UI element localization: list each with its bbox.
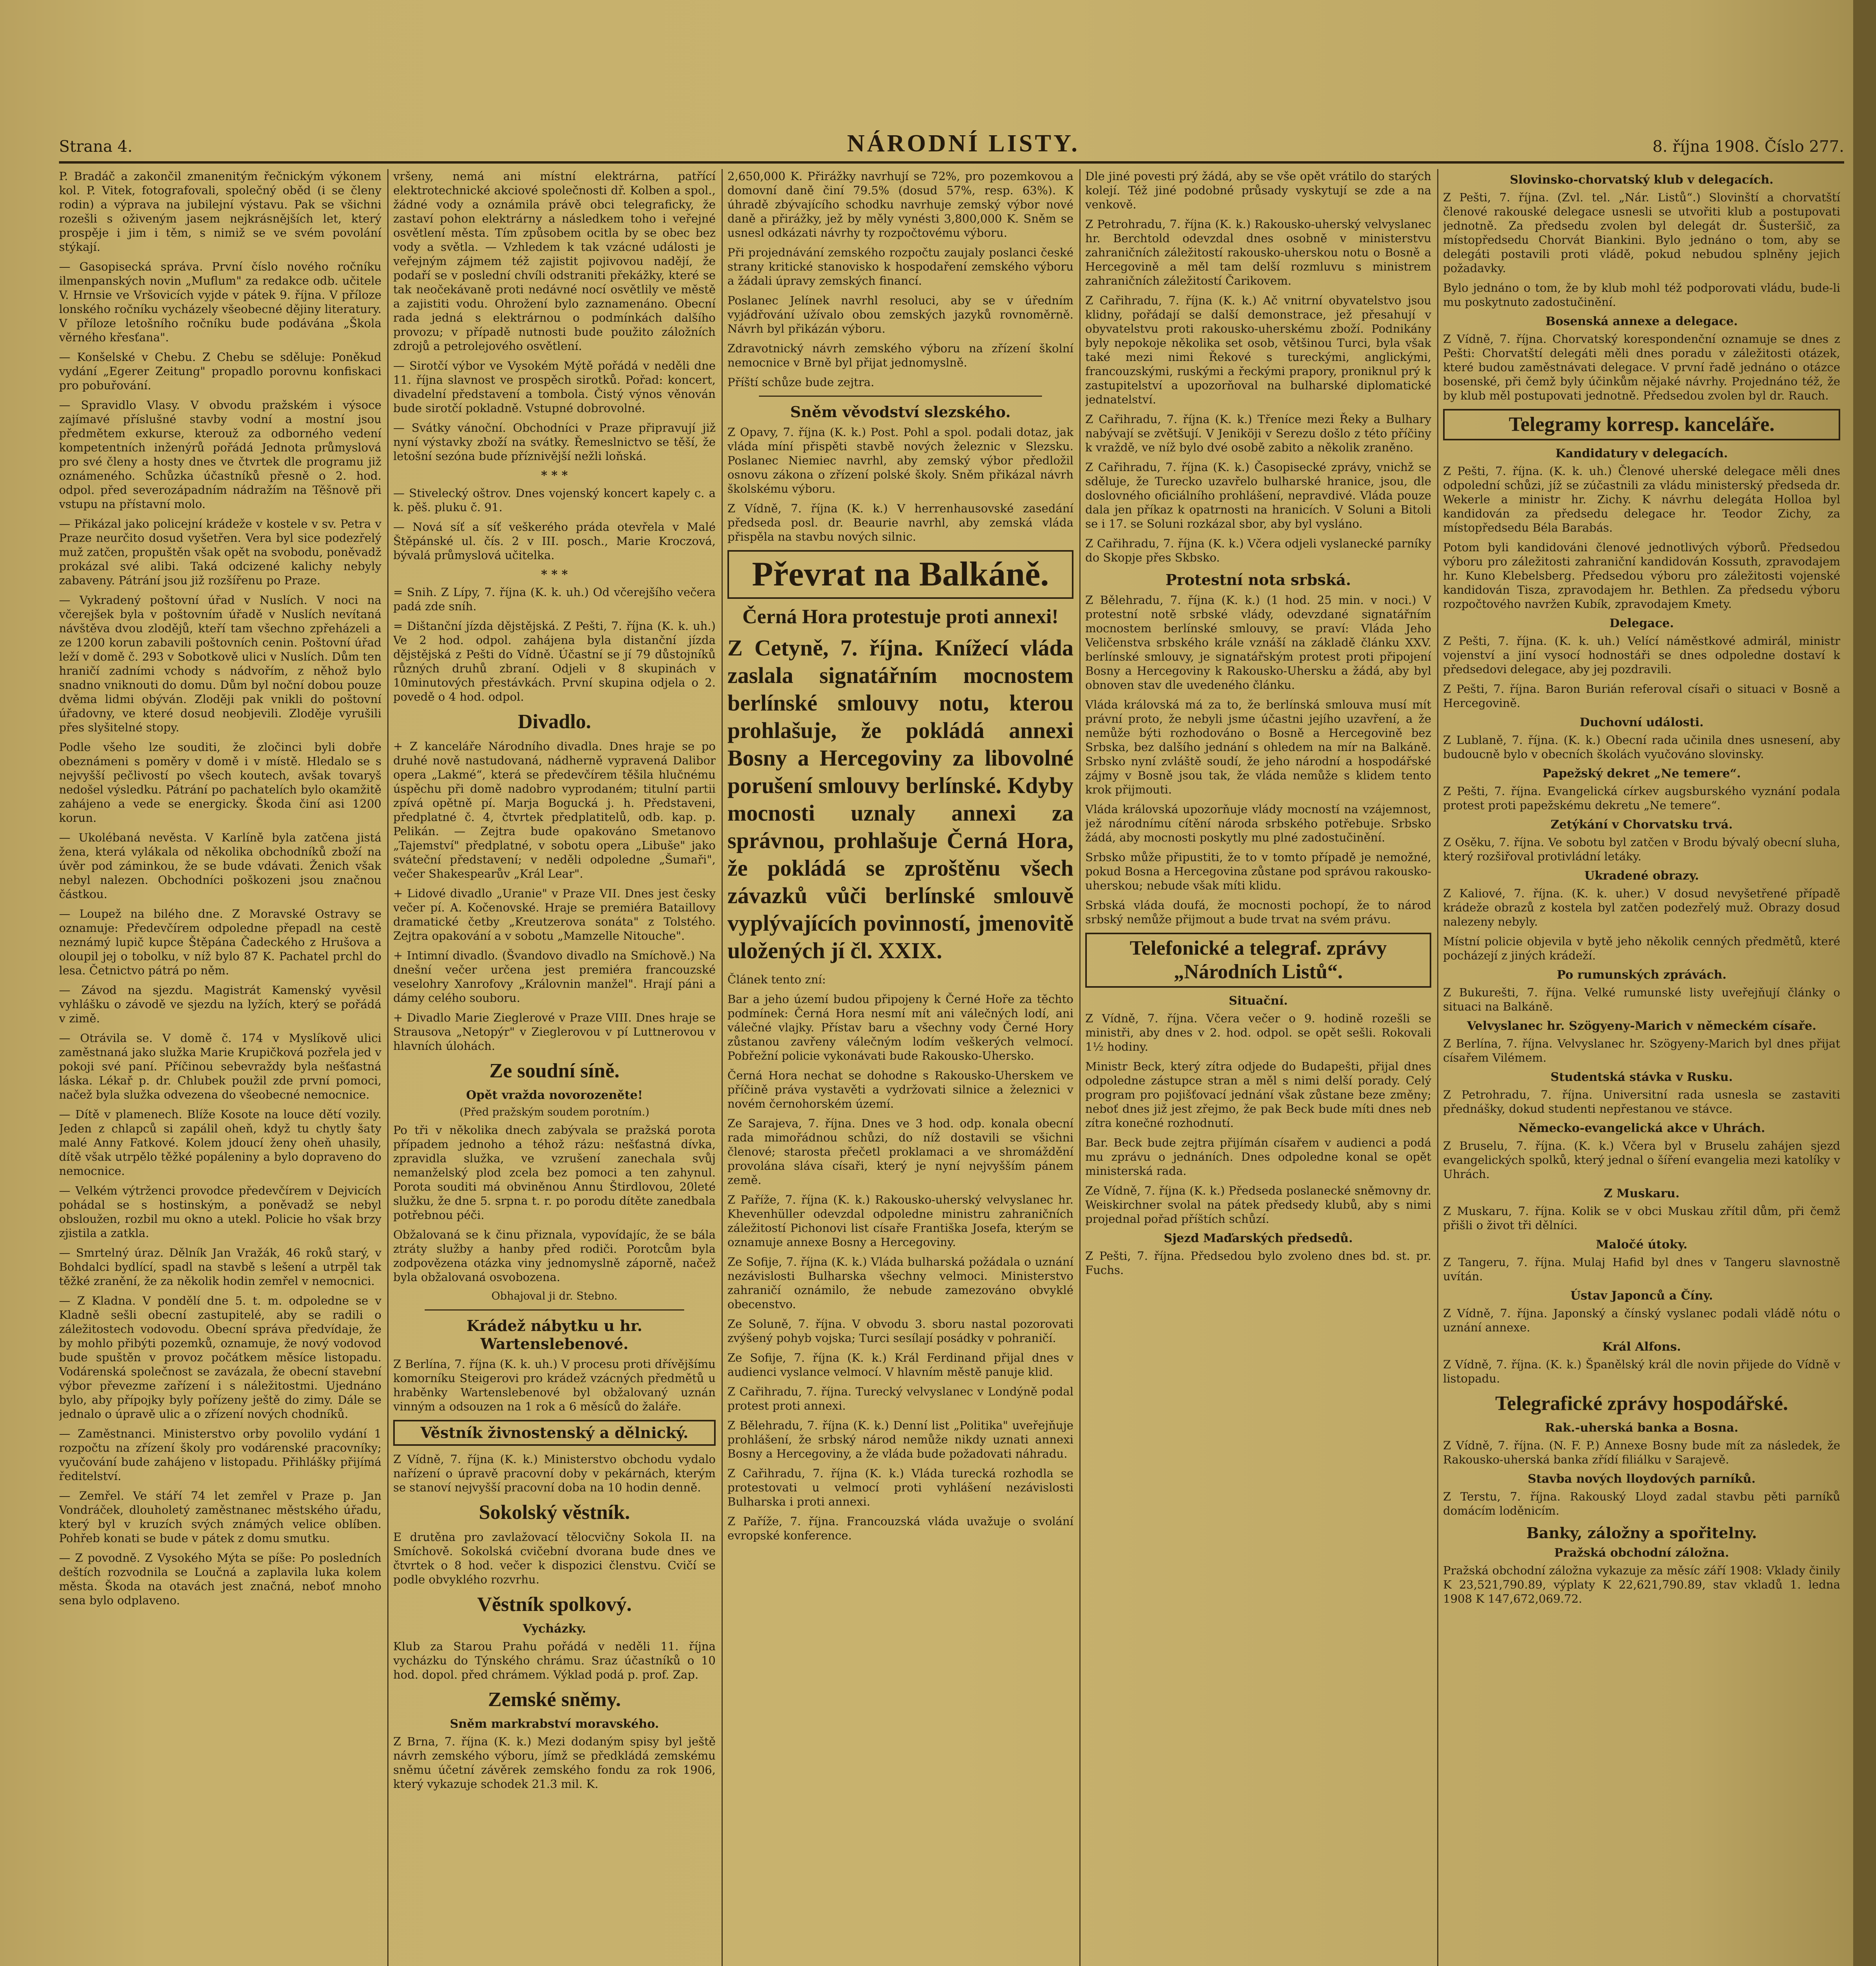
article-headline: Bosenská annexe a delegace. bbox=[1545, 315, 1738, 328]
article-paragraph: Srbsko může připustiti, že to v tomto případě je nemožné, pokud Bosna a Hercegovina zůstane pod správou rakousko-uherskou; nebude však míti klidu. bbox=[1085, 850, 1431, 892]
article-paragraph: Z Berlína, 7. října (K. k. uh.) V procesu proti dřívějšímu komorníku Steigerovi pro krádež vzácných předmětů u hraběnky Wartenslebenové byl obžalovaný uznán vinným a odsouzen na 1 rok a 6 měsíců do žaláře. bbox=[393, 1357, 716, 1413]
article-paragraph: Místní policie objevila v bytě jeho několik cenných předmětů, které pocházejí z jiných krádeží. bbox=[1443, 935, 1840, 962]
article-paragraph: — Vykradený poštovní úřad v Nuslích. V noci na včerejšek byla v poštovním úřadě v Nuslích nevítaná návštěva dvou zlodějů, kteří tam všechno zpřeházeli a ze 1200 korun zabavili poštovních cenin. Poštovní úřad leží v domě č. 293 v Sobotkově ulici v Nuslích. Dům ten hraničí zadními vchody s nádvořím, z něhož bylo snadno vniknouti do domu. Dům byl noční dobou pouze dvěma lidmi obýván. Zloději pak vnikli do poštovní úřadovny, ve které dosud neobjevili. Zloděje vyrušili přes slyšitelné stopy. bbox=[59, 593, 381, 734]
page-number: Strana 4. bbox=[59, 138, 133, 156]
article-subheading: Pražská obchodní záložna. bbox=[1554, 1546, 1729, 1560]
article-paragraph: + Divadlo Marie Zieglerové v Praze VIII. Dnes hraje se Strausova „Netopýr" v Zieglerovou v pí Luttnerovou v hlavních úlohách. bbox=[393, 1011, 716, 1053]
section-heading-hospodarske: Telegrafické zprávy hospodářské. bbox=[1495, 1392, 1788, 1415]
article-paragraph: — Svátky vánoční. Obchodníci v Praze připravují již nyní výstavky zboží na svátky. Řemeslnictvo se těší, že letošní sezóna bude příznivější nežli loňská. bbox=[393, 421, 716, 463]
article-paragraph: — Přikázal jako policejní krádeže v kostele v sv. Petra v Praze neurčito dosud vyšetřen. Vera byl sice podezřelý muž zatčen, propuštěn však opět na svobodu, poněvadž prokázal své alibi. Taká odcizené kalichy nebyly zabaveny. Pátrání jsou již rozšířenu po Praze. bbox=[59, 517, 381, 587]
article-paragraph: Z Osěku, 7. října. Ve sobotu byl zatčen v Brodu bývalý obecní sluha, který rozšiřoval protivládní letáky. bbox=[1443, 836, 1840, 863]
article-paragraph: Vláda královská upozorňuje vlády mocností na vzájemnost, jež národnímu cítění národa srbského potřebuje. Srbsko žádá, aby mocnosti poskytly mu plné zadostučinění. bbox=[1085, 803, 1431, 844]
article-paragraph: + Lidové divadlo „Uranie" v Praze VII. Dnes jest česky večer pí. A. Kočenovské. Hraje se premiéra Bataillovy dramatické četby „Kreutzerova sonáta" z Tolstého. Zejtra opakování a v sobotu „Mamzelle Nitouche". bbox=[393, 887, 716, 943]
article-paragraph: Z Cařihradu, 7. října (K. k.) Vláda turecká rozhodla se protestovati u velmocí proti vyhlášení nezávislosti Bulharska i proti annexi. bbox=[727, 1467, 1073, 1508]
article-paragraph: Z Bělehradu, 7. října (K. k.) (1 hod. 25 min. v noci.) V protestní notě srbské vlády, odevzdané signatářním mocnostem berlínské smlouvy, se praví: Vláda Jeho Veličenstva srbského krále vznáší na základě článku XXV. berlínské smlouvy, je signatářským protest proti připojení Bosny a Hercegoviny k Rakousko-Uhersku a žádá, aby byl obnoven stav dle uvedeného článku. bbox=[1085, 593, 1431, 692]
article-headline: Z Muskaru. bbox=[1604, 1187, 1680, 1200]
article-paragraph: Z Bukurešti, 7. října. Velké rumunské listy uveřejňují články o situaci na Balkáně. bbox=[1443, 986, 1840, 1013]
article-headline: Černá Hora protestuje proti annexi! bbox=[742, 606, 1059, 628]
article-paragraph: Z Brna, 7. října (K. k.) Mezi dodaným spisy byl ještě návrh zemského výboru, jímž se předkládá zemskému sněmu účetní závěrek zemského fondu za rok 1906, který vykazuje schodek 21.3 mil. K. bbox=[393, 1735, 716, 1791]
article-paragraph: Při projednávání zemského rozpočtu zaujaly poslanci české strany kritické stanovisko k hospodaření zemského výboru a žádali úpravy zemských financí. bbox=[727, 246, 1073, 287]
article-paragraph: Z Vídně, 7. října (K. k.) V herrenhausovské zasedání předseda posl. dr. Beaurie navrhl, aby zemská vláda přispěla na stavbu nových silnic. bbox=[727, 502, 1073, 543]
article-paragraph: Černá Hora nechat se dohodne s Rakousko-Uherskem ve příčině práva vystavěti a vydržovati silnice a železnici v novém černohorském území. bbox=[727, 1069, 1073, 1110]
article-paragraph: — Zaměstnanci. Ministerstvo orby povolilo vydání 1 rozpočtu na zřízení školy pro vodárenské pracovníky; vyučování bude zahájeno v listopadu. Přihlášky přijímá ředitelství. bbox=[59, 1427, 381, 1483]
article-paragraph: Z Cařihradu, 7. října (K. k.) Časopisecké zprávy, vnichž se sděluje, že Turecko uzavřelo bulharské hranice, jsou, dle doslovného oficiálního prohlášení, nepravdivé. Vláda pouze dala jen příkaz k opatrnosti na hranicích. V Soluni a Bitoli se i 17. se Soluni rozkázal sbor, aby byl vysláno. bbox=[1085, 460, 1431, 530]
column-5 bbox=[1443, 169, 1840, 1966]
article-paragraph: Z Pešti, 7. října. Baron Burián referoval císaři o situaci v Bosně a Hercegovině. bbox=[1443, 682, 1840, 710]
column-3 bbox=[727, 169, 1073, 1966]
article-paragraph: Z Paříže, 7. října (K. k.) Rakousko-uherský velvyslanec hr. Khevenhüller odevzdal odpoledne ministru zahraničních záležitostí Pichonovi list císaře Františka Josefa, kterým se oznamuje annexe Bosny a Hercegoviny. bbox=[727, 1193, 1073, 1249]
article-paragraph: — Dítě v plamenech. Blíže Kosote na louce dětí vozily. Jeden z chlapců si zapálil oheň, když tu chytly šaty malé Anny Fatkové. Kolem jdoucí ženy oheň uhasily, dítě však utrpělo těžké popáleniny a bylo dopraveno do nemocnice. bbox=[59, 1108, 381, 1178]
section-heading-telegramy: Telegramy korresp. kanceláře. bbox=[1509, 413, 1775, 436]
issue-date: 8. října 1908. Číslo 277. bbox=[1652, 138, 1844, 156]
column-divider bbox=[387, 169, 388, 1966]
article-paragraph: Z Muskaru, 7. října. Kolik se v obci Muskau zřítil dům, při čemž přišli o život tři dělníci. bbox=[1443, 1204, 1840, 1232]
article-headline: Zetýkání v Chorvatsku trvá. bbox=[1550, 818, 1733, 832]
article-paragraph: Z Bruselu, 7. října. (K. k.) Včera byl v Bruselu zahájen sjezd evangelických spolků, který jednal o šíření evangelia mezi katolíky v Uhrách. bbox=[1443, 1139, 1840, 1181]
article-paragraph: Ze Soluně, 7. října. V obvodu 3. sboru nastal pozorovati zvýšený pohyb vojska; Turci sesílají posádky v pohraničí. bbox=[727, 1317, 1073, 1345]
article-paragraph: Z Pešti, 7. října. (Zvl. tel. „Nár. Listů“.) Slovinští a chorvatští členové rakouské delegace usnesli se utvořiti klub a postupovati jednotně. Za předsedu zvolen byl delegát dr. Šusteršič, za místopředsedu Chorvát Biankini. Bylo jednáno o tom, aby se delegáti postavili proti vládě, pokud nebudou splněny jejich požadavky. bbox=[1443, 191, 1840, 275]
article-paragraph: Potom byli kandidováni členové jednotlivých výborů. Předsedou výboru pro záležitosti zahraniční kandidován Kossuth, zpravodajem hr. Kuno Klebelsberg. Předsedou výboru pro záležitosti vojenské kandidován Tisza, zpravodajem hr. Bethlen. Za předsedu výboru rozpočtového navržen Kubík, zpravodajem Kmety. bbox=[1443, 541, 1840, 611]
article-paragraph: Z Cařihradu, 7. října. Turecký velvyslanec v Londýně podal protest proti annexi. bbox=[727, 1385, 1073, 1412]
article-paragraph: Z Bělehradu, 7. října (K. k.) Denní list „Politika" uveřejňuje prohlášení, že srbský národ nemůže nikdy uznati annexi Bosny a Hercegoviny, a že vláda bude požadovati náhradu. bbox=[727, 1419, 1073, 1460]
column-divider bbox=[1437, 169, 1438, 1966]
article-paragraph: Článek tento zní: bbox=[727, 973, 826, 986]
boxed-heading bbox=[1085, 933, 1431, 988]
article-paragraph: Ze Vídně, 7. října (K. k.) Předseda poslanecké sněmovny dr. Weiskirchner svolal na pátek předsedy klubů, aby s nimi projednal pořad příštích schůzí. bbox=[1085, 1184, 1431, 1226]
article-paragraph: Zdravotnický návrh zemského výboru na zřízení školní nemocnice v Brně byl přijat jednomyslně. bbox=[727, 342, 1073, 369]
article-paragraph: Z Vídně, 7. října. (K. k.) Španělský král dle novin přijede do Vídně v listopadu. bbox=[1443, 1358, 1840, 1385]
article-paragraph: Z Vídně, 7. října. (N. F. P.) Annexe Bosny bude mít za následek, že Rakousko-uherská banka zřídí filiálku v Sarajevě. bbox=[1443, 1439, 1840, 1466]
column-1 bbox=[59, 169, 381, 1966]
boxed-heading bbox=[1443, 409, 1840, 440]
article-headline: Sjezd Maďarských předsedů. bbox=[1164, 1232, 1353, 1245]
article-paragraph: Z Petrohradu, 7. října. Universitní rada usnesla se zastaviti přednášky, dokud studenti nepřestanou ve stávce. bbox=[1443, 1088, 1840, 1116]
article-paragraph: — Stivelecký oštrov. Dnes vojenský koncert kapely c. a k. pěš. pluku č. 91. bbox=[393, 486, 716, 514]
article-paragraph: — Z Kladna. V pondělí dne 5. t. m. odpoledne se v Kladně sešli obecní zastupitelé, aby se radili o záležitostech vodovodu. Obecní správa předvídaje, že by mohlo přibýti pozemků, oznamuje, že nový vodovod bude spuštěn v provoz počátkem měsíce listopadu. Vodárenská společnost se zavázala, že obecní stavební výbor převezme zařízení i s náležitostmi. Ujednáno bylo, aby přípojky byly pořízeny ještě do zimy. Dále se jednalo o úpravě ulic a o zřízení nových chodníků. bbox=[59, 1294, 381, 1421]
article-headline: Ukradené obrazy. bbox=[1584, 869, 1699, 883]
article-headline: Delegace. bbox=[1609, 617, 1674, 630]
section-heading-banky: Banky, záložny a spořitelny. bbox=[1526, 1524, 1757, 1542]
article-subheading: (Před pražským soudem porotním.) bbox=[459, 1106, 650, 1118]
article-paragraph: Z Opavy, 7. října (K. k.) Post. Pohl a spol. podali dotaz, jak vláda míní přispěti stavbě nových železnic v Slezsku. Poslanec Niemiec navrhl, aby zemský výbor předložil osnovu zákona o zřízení polské školy. Sněm přikázal návrh školskému výboru. bbox=[727, 425, 1073, 495]
article-headline: Studentská stávka v Rusku. bbox=[1550, 1070, 1733, 1084]
asterism: * * * bbox=[541, 568, 568, 582]
section-heading-telef: Telefonické a telegraf. zprávy „Národních Listů“. bbox=[1130, 937, 1387, 983]
article-paragraph: Ze Sofije, 7. října (K. k.) Král Ferdinand přijal dnes v audienci vyslance velmocí. V hlavním městě panuje klid. bbox=[727, 1351, 1073, 1379]
article-headline: Krádež nábytku u hr. Wartenslebenové. bbox=[466, 1317, 643, 1353]
binding-edge bbox=[1853, 0, 1876, 1966]
article-paragraph: Pražská obchodní záložna vykazuje za měsíc září 1908: Vklady činily K 23,521,790.89, výplaty K 22,621,790.89, stav vkladů 1. ledna 1908 K 147,672,069.72. bbox=[1443, 1564, 1840, 1605]
article-paragraph: Ze Sarajeva, 7. října. Dnes ve 3 hod. odp. konala obecní rada mimořádnou schůzi, do níž dostavili se všichni členové; starosta přečetl proklamaci a ve shromáždění provolána sláva císaři, který je nyní nejvyšším pánem země. bbox=[727, 1117, 1073, 1187]
page-header bbox=[59, 130, 1844, 165]
article-subheading: Rak.-uherská banka a Bosna. bbox=[1545, 1421, 1738, 1435]
article-paragraph: Z Kaliové, 7. října. (K. k. uher.) V dosud nevyšetřené případě krádeže obrazů z kostela byl zatčen podezřelý muž. Obrazy dosud nalezeny nebyly. bbox=[1443, 887, 1840, 928]
article-subheading: Sněm markrabství moravského. bbox=[450, 1717, 659, 1731]
article-paragraph: Z Vídně, 7. října. Japonský a čínský vyslanec podali vládě nótu o uznání annexe. bbox=[1443, 1307, 1840, 1334]
article-subheading: Vycházky. bbox=[523, 1622, 586, 1636]
section-heading-zemske: Zemské sněmy. bbox=[488, 1688, 621, 1711]
article-headline: Stavba nových lloydových parníků. bbox=[1528, 1472, 1756, 1486]
masthead-title: NÁRODNÍ LISTY. bbox=[847, 130, 1080, 157]
article-paragraph: Z Pešti, 7. října. Předsedou bylo zvoleno dnes bd. st. pr. Fuchs. bbox=[1085, 1249, 1431, 1277]
section-heading-zivno: Věstník živnostenský a dělnický. bbox=[420, 1424, 689, 1441]
article-paragraph: Dle jiné povesti prý žádá, aby se vše opět vrátilo do starých kolejí. Též jiné podobné průsady vyskytují se zde a na venkově. bbox=[1085, 169, 1431, 211]
article-headline: Velvyslanec hr. Szögyeny-Marich v německém císaře. bbox=[1467, 1019, 1817, 1033]
column-2 bbox=[393, 169, 716, 1966]
article-paragraph: — Ukolébaná nevěsta. V Karlíně byla zatčena jistá žena, která vylákala od několika obchodníků zboží na úvěr pod záminkou, že se bude vdávati. Ženich však nebyl nalezen. Obchodníci poškozeni jsou značnou částkou. bbox=[59, 831, 381, 901]
article-paragraph: + Z kanceláře Národního divadla. Dnes hraje se po druhé nově nastudovaná, nádherně vypravená Dalibor opera „Lakmé“, která se předevčírem těšila hlučnému úspěchu při domě nadobro vyprodaném; titulní partii zpívá opětně pí. Marja Bogucká j. h. Představeni, předplatné č. 4, čtvrtek předplatitelů, odb. kap. p. Pelikán. — Zejtra bude opakováno Smetanovo „Tajemství" předplatné, v sobotu opera „Libuše" jako sváteční představení; v neděli odpoledne „Šumaři", večer Shakespearův „Král Lear". bbox=[393, 740, 716, 880]
article-paragraph: Po tři v několika dnech zabývala se pražská porota případem jednoho a téhož rázu: nešťastná dívka, zpravidla služka, ve vzrušení zanechala svůj nemanželský plod zcela bez pomoci a ten zahynul. Porota souditi má obviněnou Annu Štirdlovou, 20leté služku, že dne 5. srpna t. r. po porodu dítěte zanedbala potřebnou péči. bbox=[393, 1123, 716, 1222]
article-headline: Kandidatury v delegacích. bbox=[1555, 447, 1728, 460]
article-paragraph: Ministr Beck, který zítra odjede do Budapešti, přijal dnes odpoledne zástupce stran a měl s nimi delší porady. Celý program pro pojišťovací jednání však zůstane beze změny; neboť dnes již jest zřejmo, že pak Beck bude míti dnes neb zítra konečné rozhodnutí. bbox=[1085, 1060, 1431, 1130]
column-4 bbox=[1085, 169, 1431, 1966]
article-paragraph: vršeny, nemá ani místní elektrárna, patřící elektrotechnické akciové společnosti dř. Kolben a spol., žádné vody a oznámila právě obci telegraficky, že zastaví pohon elektrárny a následkem toho i veřejné osvětlení města. Tím způsobem ocitla by se obec bez vody a světla. — Vzhledem k tak vzácné události je veřejným zájmem též zajistit pojivovou nadějí, že podaří se v poslední chvíli odstraniti překážky, které se tak neočekávaně proti nedávné nocí osvětlily ve městě a zajistiti vodu. Ohrožení bylo zaznamenáno. Obecní rada jedná s elektrárnou o podmínkách dalšího provozu; v případě nutnosti bude použito záložních zdrojů a petrolejového osvětlení. bbox=[393, 169, 716, 353]
article-paragraph: Z Cařihradu, 7. října (K. k.) Třeníce mezi Řeky a Bulhary nabývají se zvětšují. V Jeniköji v Serezu došlo z této příčiny k vraždě, ve níž bylo dvé osobě zabito a několik zraněno. bbox=[1085, 412, 1431, 454]
article-paragraph: Bar. Beck bude zejtra přijímán císařem v audienci a podá mu zprávu o jednáních. Dnes odpoledne konal se opět ministerská rada. bbox=[1085, 1136, 1431, 1178]
article-paragraph: = Snih. Z Lípy, 7. října (K. k. uh.) Od včerejšího večera padá zde sníh. bbox=[393, 585, 716, 613]
article-paragraph: Z Paříže, 7. října. Francouzská vláda uvažuje o svolání evropské konference. bbox=[727, 1515, 1073, 1542]
article-paragraph: Poslanec Jelínek navrhl resoluci, aby se v úředním vyjádřování užívalo obou zemských jazyků rovnoměrně. Návrh byl přikázán výboru. bbox=[727, 294, 1073, 335]
article-headline: Ústav Japonců a Číny. bbox=[1570, 1289, 1713, 1303]
section-heading-sokol: Sokolský věstník. bbox=[479, 1501, 630, 1524]
article-headline: Sněm věvodství slezského. bbox=[790, 403, 1011, 421]
article-paragraph: Z Terstu, 7. října. Rakouský Lloyd zadal stavbu pěti parníků domácím loděnicím. bbox=[1443, 1490, 1840, 1517]
article-paragraph: Ze Sofije, 7. října (K. k.) Vláda bulharská požádala o uznání nezávislosti Bulharska všechny velmoci. Ministerstvo zahraničí oznámilo, že nebude zamezováno obvyklé obecenstvo. bbox=[727, 1255, 1073, 1311]
article-paragraph: Z Petrohradu, 7. října (K. k.) Rakousko-uherský velvyslanec hr. Berchtold odevzdal dnes osobně v ministerstvu zahraničních záležitostí rakousko-uherskou notu o Bosně a Hercegovině a měl tam delší rozmluvu s ministrem zahraničních záležitostí Čarikovem. bbox=[1085, 217, 1431, 287]
article-paragraph: Z Cařihradu, 7. října (K. k.) Včera odjeli vyslanecké parníky do Skopje přes Skbsko. bbox=[1085, 537, 1431, 564]
article-paragraph: Bar a jeho území budou připojeny k Černé Hoře za těchto podmínek: Černá Hora nesmí mít ani válečných lodí, ani válečné vlajky. Přístav baru a všechny vody Černé Hory zůstanou zavřeny válečným lodím veškerých velmocí. Pobřežní policie vykonávati bude Rakousko-Uhersko. bbox=[727, 992, 1073, 1062]
article-headline: Duchovní události. bbox=[1580, 716, 1704, 729]
article-paragraph: Z Pešti, 7. října. Evangelická církev augsburského vyznání podala protest proti papežskému dekretu „Ne temere“. bbox=[1443, 784, 1840, 812]
article-paragraph: 2,650,000 K. Přirážky navrhují se 72%, pro pozemkovou a domovní daně činí 79.5% (dosud 57%, resp. 63%). K úhradě zbývajícího schodku navrhuje zemský výbor nové daně a přirážky, jež by měly vynésti 3,800,000 K. Sněm se usnesl odkázati návrhy ty rozpočtovému výboru. bbox=[727, 169, 1073, 239]
article-paragraph: — Gasopisecká správa. První číslo nového ročníku ilmenpanských novin „Muflum" za redakce odb. učitele V. Hrnsie ve Vršovicích vyjde v pátek 9. října. V příloze lonského ročníku vycházely všeobecné dějiny literatury. V příloze letošního ročníku bude podávána „Škola věrného křesťana". bbox=[59, 260, 381, 344]
article-paragraph: + Intimní divadlo. (Švandovo divadlo na Smíchově.) Na dnešní večer určena jest premiéra francouzské veselohry Xanrofovy „Královnin manžel". Hrají páni a dámy celého souboru. bbox=[393, 949, 716, 1005]
boxed-heading bbox=[393, 1420, 716, 1446]
article-headline: Maločé útoky. bbox=[1596, 1238, 1688, 1252]
section-heading-soud: Ze soudní síně. bbox=[489, 1060, 620, 1082]
asterism: * * * bbox=[541, 469, 568, 482]
article-headline: Opět vražda novorozeněte! bbox=[466, 1088, 643, 1102]
article-paragraph: — Spravidlo Vlasy. V obvodu pražském i výsoce zajímavé příslušné stavby vodní a mostní jsou předmětem exkurse, kterouž za odborného vedení kompetentních inženýrů pořádá Jednota průmyslová pro své členy a hosty dnes ve čtvrtek dle programu již oznámeného. Schůzka účastníků přesně o 2. hod. odpol. před severozápadním nádražím na Těšnově při vstupu na přístavní molo. bbox=[59, 398, 381, 511]
article-paragraph: = Dištanční jízda dějstějská. Z Pešti, 7. října (K. k. uh.) Ve 2 hod. odpol. zahájena byla distanční jízda dějstějská z Pešti do Vídně. Účastní se jí 79 důstojníků různých druhů zbraní. Odjeli v 8 skupinách v 10minutových přestávkách. První skupina odjela o 2. povedě o 4 hod. odpol. bbox=[393, 619, 716, 703]
article-paragraph: Klub za Starou Prahu pořádá v neděli 11. října vycházku do Týnského chrámu. Sraz účastníků o 10 hod. dopol. před chrámem. Výklad podá p. prof. Zap. bbox=[393, 1640, 716, 1681]
article-paragraph: Obžalovaná se k činu přiznala, vypovídajíc, že se bála ztráty služby a hanby před rodiči. Porotcům byla zodpovězena otázka viny jednomyslně záporně, načež byla obžalovaná osvobozena. bbox=[393, 1228, 716, 1284]
article-paragraph: — Sirotčí výbor ve Vysokém Mýtě pořádá v neděli dne 11. října slavnost ve prospěch sirotků. Pořad: koncert, divadelní představení a tombola. Čistý výnos věnován bude sirotčí pokladně. Vstupné dobrovolné. bbox=[393, 359, 716, 415]
header-rule bbox=[59, 161, 1844, 164]
article-paragraph: — Zemřel. Ve stáří 74 let zemřel v Praze p. Jan Vondráček, dlouholetý zaměstnanec městského úřadu, který byl v kruzích svých známých velice oblíben. Pohřeb konati se bude v pátek z domu smutku. bbox=[59, 1489, 381, 1545]
article-headline: Papežský dekret „Ne temere“. bbox=[1542, 767, 1741, 781]
article-paragraph: Z Cařihradu, 7. října (K. k.) Ač vnitrní obyvatelstvo jsou klidny, pořádají se další demonstrace, jež přesahují v obyvatelstvu proti rakousko-uherskému zboží. Podnikány byly nepokoje několika set osob, většinou Turci, byla však také mezi nimi Řekové s tureckými, anglickými, francouzskými, ruskými a řeckými prapory, proniknul prý k zastupitelství a upozorňoval na bulharské diplomatické jednatelství. bbox=[1085, 294, 1431, 406]
article-subheading: Situační. bbox=[1228, 994, 1288, 1008]
article-headline: Německo-evangelická akce v Uhrách. bbox=[1518, 1121, 1766, 1135]
article-paragraph: Z Lublaně, 7. října. (K. k.) Obecní rada učinila dnes usnesení, aby budoucně bylo v obecních školách vyučováno slovinsky. bbox=[1443, 733, 1840, 761]
article-paragraph: Z Tangeru, 7. října. Mulaj Hafid byl dnes v Tangeru slavnostně uvítán. bbox=[1443, 1255, 1840, 1283]
article-paragraph: Bylo jednáno o tom, že by klub mohl též podporovati vládu, bude-li mu poskytnuto zadostučinění. bbox=[1443, 281, 1840, 309]
article-paragraph: Z Vídně, 7. října. Chorvatský korespondenční oznamuje se dnes z Pešti: Chorvatští delegáti měli dnes poradu v záležitosti otázek, které budou zaměstnávati delegace. V první řadě jednáno o otázce bosenské, při čemž byly účinkům nějaké návrhy. Projednáno též, že by klub měl postupovati jednotně. Předsedou zvolen byl dr. Rauch. bbox=[1443, 332, 1840, 402]
article-headline: Po rumunských zprávách. bbox=[1557, 968, 1727, 982]
article-paragraph: Podle všeho lze souditi, že zločinci byli dobře obeznámeni s poměry v domě i v místě. Hledalo se s nejvyšší pečlivostí po všech koutech, avšak tovaryš nedošel výsledku. Pátrání po pachatelích bylo okamžitě zahájeno a vede se energicky. Škoda činí asi 1200 korun. bbox=[59, 740, 381, 825]
article-paragraph: Srbská vláda doufá, že mocnosti pochopí, že to národ srbský nemůže přijmout a bude trvat na svém právu. bbox=[1085, 898, 1431, 926]
article-paragraph: P. Bradáč a zakončil zmanenitým řečnickým výkonem kol. P. Vitek, fotografovali, společný oběd (i se členy rodin) a výprava na jubilejní výstavu. Pak se všichni rozešli s oživeným jasem nejkrásnějších let, který prospěje i jim i těm, s nimiž se ve svém povolání stýkají. bbox=[59, 169, 381, 254]
article-signature: Obhajoval ji dr. Stebno. bbox=[491, 1290, 618, 1302]
separator bbox=[425, 1309, 684, 1311]
article-headline: Král Alfons. bbox=[1602, 1340, 1681, 1354]
article-paragraph: Vláda královská má za to, že berlínská smlouva musí mít právní proto, že nebyli jsme účastni jejího uzavření, a že nemůže býti rozhodováno o Bosně a Hercegovině bez Srbska, bez dalšího jednání s ohledem na mír na Balkáně. Srbsko nyní zvláště soudí, že jeho národní a hospodářské zájmy v Bosně jsou tak, že vláda nemůže s klidem tento krok přijmouti. bbox=[1085, 698, 1431, 796]
article-paragraph: Z Berlína, 7. října. Velvyslanec hr. Szögyeny-Marich byl dnes přijat císařem Vilémem. bbox=[1443, 1037, 1840, 1064]
article-paragraph: Z Vídně, 7. října. Včera večer o 9. hodině rozešli se ministři, aby dnes v 2. hod. odpol. se opět sešli. Rokovali 1½ hodiny. bbox=[1085, 1012, 1431, 1053]
article-paragraph: — Závod na sjezdu. Magistrát Kamenský vyvěsil vyhlášku o závodě ve sjezdu na lyžích, který se pořádá v zimě. bbox=[59, 983, 381, 1025]
article-headline: Slovinsko-chorvatský klub v delegacích. bbox=[1510, 173, 1774, 187]
column-divider bbox=[722, 169, 723, 1966]
article-paragraph: — Z povodně. Z Vysokého Mýta se píše: Po posledních deštích rozvodnila se Loučná a zaplavila luka kolem města. Škoda na otavách jest značná, neboť mnoho sena bylo odplaveno. bbox=[59, 1551, 381, 1607]
article-paragraph: Z Pešti, 7. října. (K. k. uh.) Členové uherské delegace měli dnes odpolední schůzi, jíž se zúčastnili za vládu ministerský předseda dr. Wekerle a ministr hr. Zichy. K návrhu delegáta Holloa byl kandidován za předsedu delegace hr. Teodor Zichy, za místopředsedu Béla Barabás. bbox=[1443, 464, 1840, 534]
article-paragraph: — Velkém výtrženci provodce předevčírem v Dejvicích pohádal se s hostinským, a poněvadž se nebyl obsloužen, rozbil mu okno a utekl. Policie ho však brzy zjistila a zatkla. bbox=[59, 1184, 381, 1240]
boxed-heading bbox=[727, 550, 1073, 599]
article-paragraph: Z Pešti, 7. října. (K. k. uh.) Velící náměstkové admirál, ministr vojenství a jiní vysocí hodnostáři se dnes odpoledne dostaví k předsedovi delegace, aby jej pozdravili. bbox=[1443, 634, 1840, 676]
column-divider bbox=[1079, 169, 1081, 1966]
article-paragraph: Z Vídně, 7. října (K. k.) Ministerstvo obchodu vydalo nařízení o úpravě pracovní doby v pekárnách, kterým se stanoví nejvyšší pracovní doba na 10 hodin denně. bbox=[393, 1452, 716, 1494]
section-heading-prevrat: Převrat na Balkáně. bbox=[752, 555, 1049, 593]
article-paragraph: — Otrávila se. V domě č. 174 v Myslíkově ulici zaměstnaná jako služka Marie Krupičková pozřela jed v pokoji své paní. Příčinou sebevraždy byla nešťastná láska. Lékař p. dr. Chlubek použil zde první pomoci, načež byla služka odvezena do všeobecné nemocnice. bbox=[59, 1031, 381, 1101]
section-heading-divadlo: Divadlo. bbox=[517, 711, 591, 733]
article-paragraph: — Loupež na bilého dne. Z Moravské Ostravy se oznamuje: Předevčírem odpoledne přepadl na cestě neznámý lupič kupce Štěpána Čadeckého z Hrušova a oloupil jej o tobolku, v níž bylo 87 K. Pachatel prchl do lesa. Četnictvo pátrá po něm. bbox=[59, 907, 381, 977]
article-headline: Protestní nota srbská. bbox=[1165, 571, 1351, 589]
article-paragraph: — Nová síť a síť veškerého práda otevřela v Malé Štěpánské ul. čís. 2 v III. posch., Marie Kroczová, bývalá průmyslová učitelka. bbox=[393, 520, 716, 562]
article-paragraph: — Smrtelný úraz. Dělník Jan Vražák, 46 roků starý, v Bohdalci bydlící, spadl na stavbě s lešení a utrpěl tak těžké zranění, že za několik hodin zemřel v nemocnici. bbox=[59, 1246, 381, 1288]
article-paragraph: E drutěna pro zavlažovací tělocvičny Sokola II. na Smíchově. Sokolská cvičební dvorana bude dnes ve čtvrtek o 8 hod. večer k dispozici členstvu. Cvičí se podle obvyklého rozvrhu. bbox=[393, 1530, 716, 1586]
article-paragraph: Příští schůze bude zejtra. bbox=[727, 376, 874, 389]
article-lead: Z Cetyně, 7. října. Knížecí vláda zaslala signatářním mocnostem berlínské smlouvy notu, kterou prohlašuje, že pokládá annexi Bosny a Hercegoviny za libovolné porušení smlouvy berlínské. Kdyby mocnosti uznaly annexi za správnou, prohlašuje Černá Hora, že pokládá se zproštěnu všech závazků vůči berlínské smlouvě vyplývajících povinností, jmenovitě uložených jí čl. XXIX. bbox=[727, 635, 1073, 963]
separator bbox=[759, 396, 1042, 397]
section-heading-spolk: Věstník spolkový. bbox=[477, 1593, 632, 1616]
article-paragraph: — Konšelské v Chebu. Z Chebu se sděluje: Poněkud vydání „Egerer Zeitung" propadlo porovnu konfiskaci pro pobuřování. bbox=[59, 350, 381, 392]
